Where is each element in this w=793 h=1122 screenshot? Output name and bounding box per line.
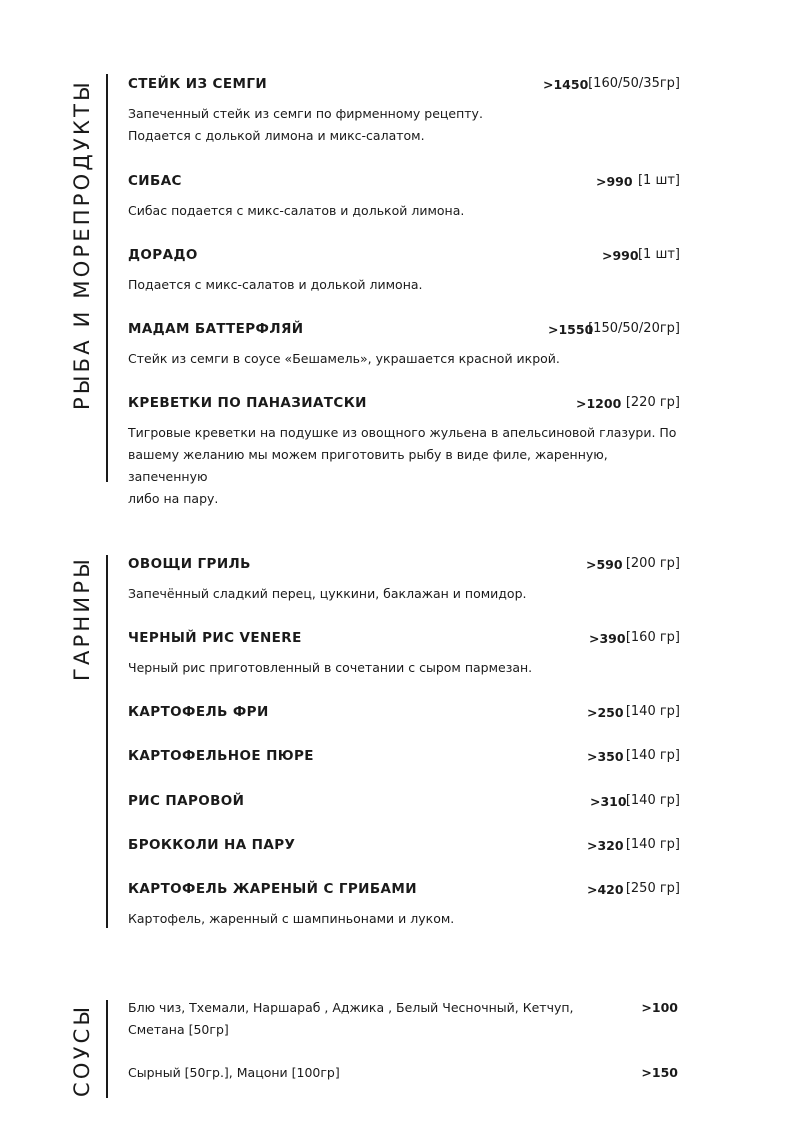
section-title-sauces-text: СОУСЫ xyxy=(70,1003,94,1097)
item-name: КАРТОФЕЛЬНОЕ ПЮРЕ xyxy=(128,748,314,764)
sauce-list: Блю чиз, Тхемали, Наршараб , Аджика , Белый Чесночный, Кетчуп, Сметана [50гр] xyxy=(128,1000,574,1037)
item-price: >990 xyxy=(602,248,639,263)
menu-item xyxy=(128,881,680,930)
item-weight: [160 гр] xyxy=(625,630,680,645)
item-description: Запечённый сладкий перец, цуккини, баклажан и помидор. xyxy=(128,586,527,601)
menu-item xyxy=(128,247,680,296)
item-price: >1450 xyxy=(543,77,589,92)
divider-sauces xyxy=(106,1000,108,1098)
menu-item xyxy=(128,837,680,857)
item-name: РИС ПАРОВОЙ xyxy=(128,793,245,809)
menu-item xyxy=(128,793,680,813)
item-description: Стейк из семги в соусе «Бешамель», украшается красной икрой. xyxy=(128,351,560,366)
item-description: Сибас подается с микс-салатов и долькой лимона. xyxy=(128,203,465,218)
menu-item xyxy=(128,76,680,147)
item-price: >420 xyxy=(587,882,624,897)
menu-item xyxy=(128,395,680,510)
menu-item xyxy=(128,630,680,679)
item-weight: [140 гр] xyxy=(625,748,680,763)
item-price: >1550 xyxy=(548,322,594,337)
item-price: >320 xyxy=(587,838,624,853)
item-weight: [140 гр] xyxy=(625,837,680,852)
item-price: >250 xyxy=(587,705,624,720)
section-title-fish-text: РЫБА И МОРЕПРОДУКТЫ xyxy=(70,79,94,410)
section-title-garnish-text: ГАРНИРЫ xyxy=(70,556,94,681)
item-name: КАРТОФЕЛЬ ЖАРЕНЫЙ С ГРИБАМИ xyxy=(128,881,417,897)
item-weight: [140 гр] xyxy=(625,704,680,719)
item-description: Тигровые креветки на подушке из овощного жульена в апельсиновой глазури. По вашему желанию мы можем приготовить рыбу в виде филе, жаренную, запеченную либо на пару. xyxy=(128,425,677,506)
menu-item xyxy=(128,748,680,768)
item-weight: [1 шт] xyxy=(637,173,680,188)
divider-garnish xyxy=(106,555,108,928)
item-weight: [220 гр] xyxy=(625,395,680,410)
menu-item xyxy=(128,173,680,222)
item-name: СТЕЙК ИЗ СЕМГИ xyxy=(128,76,268,92)
item-price: >310 xyxy=(590,794,627,809)
sauce-price: >100 xyxy=(641,1000,678,1015)
sauce-item xyxy=(128,997,680,1041)
item-name: ДОРАДО xyxy=(128,247,198,263)
section-title-sauces xyxy=(70,1002,110,1097)
sauce-list: Сырный [50гр.], Мацони [100гр] xyxy=(128,1065,340,1080)
section-title-garnish xyxy=(70,556,110,681)
item-price: >390 xyxy=(589,631,626,646)
item-name: СИБАС xyxy=(128,173,182,189)
item-name: КАРТОФЕЛЬ ФРИ xyxy=(128,704,269,720)
item-name: ЧЕРНЫЙ РИС VENERE xyxy=(128,630,302,646)
item-weight: [160/50/35гр] xyxy=(588,76,680,91)
item-description: Черный рис приготовленный в сочетании с сыром пармезан. xyxy=(128,660,533,675)
item-weight: [250 гр] xyxy=(625,881,680,896)
item-weight: [200 гр] xyxy=(625,556,680,571)
menu-item xyxy=(128,704,680,724)
item-price: >590 xyxy=(586,557,623,572)
item-description: Картофель, жаренный с шампиньонами и луком. xyxy=(128,911,455,926)
sauce-item xyxy=(128,1062,680,1084)
item-name: МАДАМ БАТТЕРФЛЯЙ xyxy=(128,321,304,337)
menu-item xyxy=(128,556,680,605)
section-title-fish xyxy=(70,76,110,410)
item-name: ОВОЩИ ГРИЛЬ xyxy=(128,556,251,572)
item-weight: [140 гр] xyxy=(625,793,680,808)
sauce-price: >150 xyxy=(641,1065,678,1080)
item-price: >350 xyxy=(587,749,624,764)
item-description: Запеченный стейк из семги по фирменному рецепту. Подается с долькой лимона и микс-салатом. xyxy=(128,106,483,143)
item-price: >990 xyxy=(596,174,633,189)
item-name: БРОККОЛИ НА ПАРУ xyxy=(128,837,296,853)
item-description: Подается с микс-салатов и долькой лимона. xyxy=(128,277,423,292)
item-weight: [150/50/20гр] xyxy=(588,321,680,336)
item-price: >1200 xyxy=(576,396,622,411)
item-name: КРЕВЕТКИ ПО ПАНАЗИАТСКИ xyxy=(128,395,367,411)
divider-fish xyxy=(106,74,108,482)
item-weight: [1 шт] xyxy=(637,247,680,262)
menu-item xyxy=(128,321,680,370)
